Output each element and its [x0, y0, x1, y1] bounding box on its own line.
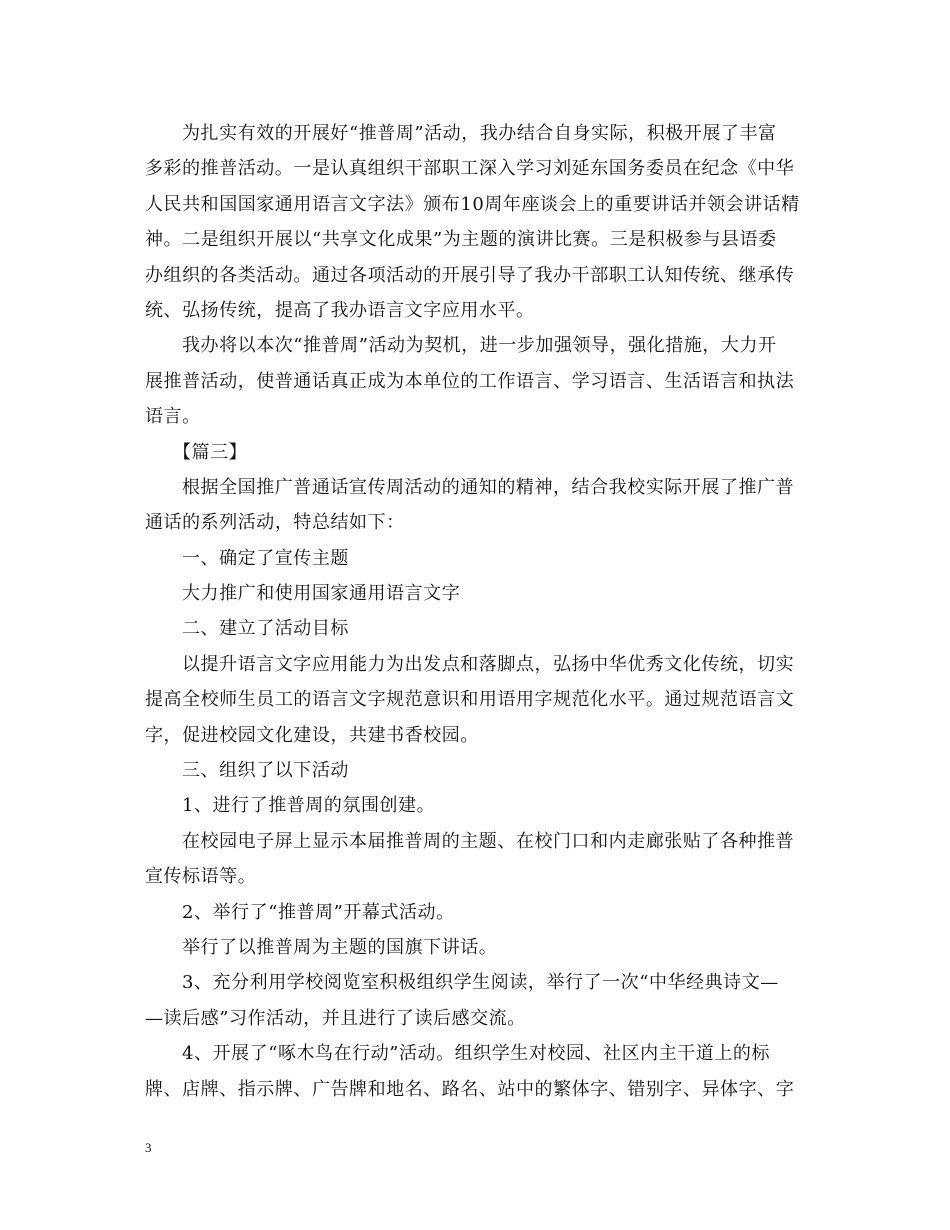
text-line: 办组织的各类活动。通过各项活动的开展引导了我办干部职工认知传统、继承传	[145, 264, 795, 286]
text-line: 根据全国推广普通话宣传周活动的通知的精神，结合我校实际开展了推广普	[182, 476, 795, 498]
text-line: 统、弘扬传统，提高了我办语言文字应用水平。	[145, 299, 535, 321]
text-line: 人民共和国国家通用语言文字法》颁布10周年座谈会上的重要讲话并领会讲话精	[145, 193, 800, 215]
text-line: 多彩的推普活动。一是认真组织干部职工深入学习刘延东国务委员在纪念《中华	[145, 158, 795, 180]
text-line: 大力推广和使用国家通用语言文字	[182, 583, 461, 605]
text-line: 语言。	[145, 406, 201, 428]
text-line: 在校园电子屏上显示本届推普周的主题、在校门口和内走廊张贴了各种推普	[182, 830, 795, 852]
text-line: 三、组织了以下活动	[182, 760, 349, 782]
text-line: 1、进行了推普周的氛围创建。	[182, 795, 436, 817]
text-line: 我办将以本次“推普周”活动为契机，进一步加强领导，强化措施，大力开	[182, 335, 777, 357]
document-body	[145, 116, 805, 1107]
text-line: 神。二是组织开展以“共享文化成果”为主题的演讲比赛。三是积极参与县语委	[145, 229, 777, 251]
text-line: 4、开展了“啄木鸟在行动”活动。组织学生对校园、社区内主干道上的标	[182, 1043, 771, 1065]
text-line: 字，促进校园文化建设，共建书香校园。	[145, 724, 479, 746]
text-line: 2、举行了“推普周”开幕式活动。	[182, 901, 455, 923]
text-line: 一、确定了宣传主题	[182, 547, 349, 569]
text-line: 牌、店牌、指示牌、广告牌和地名、路名、站中的繁体字、错别字、异体字、字	[145, 1078, 795, 1100]
page-number: 3	[145, 1140, 152, 1155]
text-line: 二、建立了活动目标	[182, 618, 349, 640]
text-line: 3、充分利用学校阅览室积极组织学生阅读，举行了一次“中华经典诗文—	[182, 972, 779, 994]
section-heading: 【篇三】	[173, 441, 248, 463]
text-line: 展推普活动，使普通话真正成为本单位的工作语言、学习语言、生活语言和执法	[145, 370, 795, 392]
text-line: 提高全校师生员工的语言文字规范意识和用语用字规范化水平。通过规范语言文	[145, 689, 795, 711]
text-line: 为扎实有效的开展好“推普周”活动，我办结合自身实际，积极开展了丰富	[182, 123, 777, 144]
text-line: 通话的系列活动，特总结如下：	[145, 512, 405, 534]
text-line: 以提升语言文字应用能力为出发点和落脚点，弘扬中华优秀文化传统，切实	[182, 653, 795, 675]
text-line: 举行了以推普周为主题的国旗下讲话。	[182, 936, 498, 958]
text-line: 宣传标语等。	[145, 866, 257, 888]
text-line: —读后感”习作活动，并且进行了读后感交流。	[145, 1007, 526, 1029]
